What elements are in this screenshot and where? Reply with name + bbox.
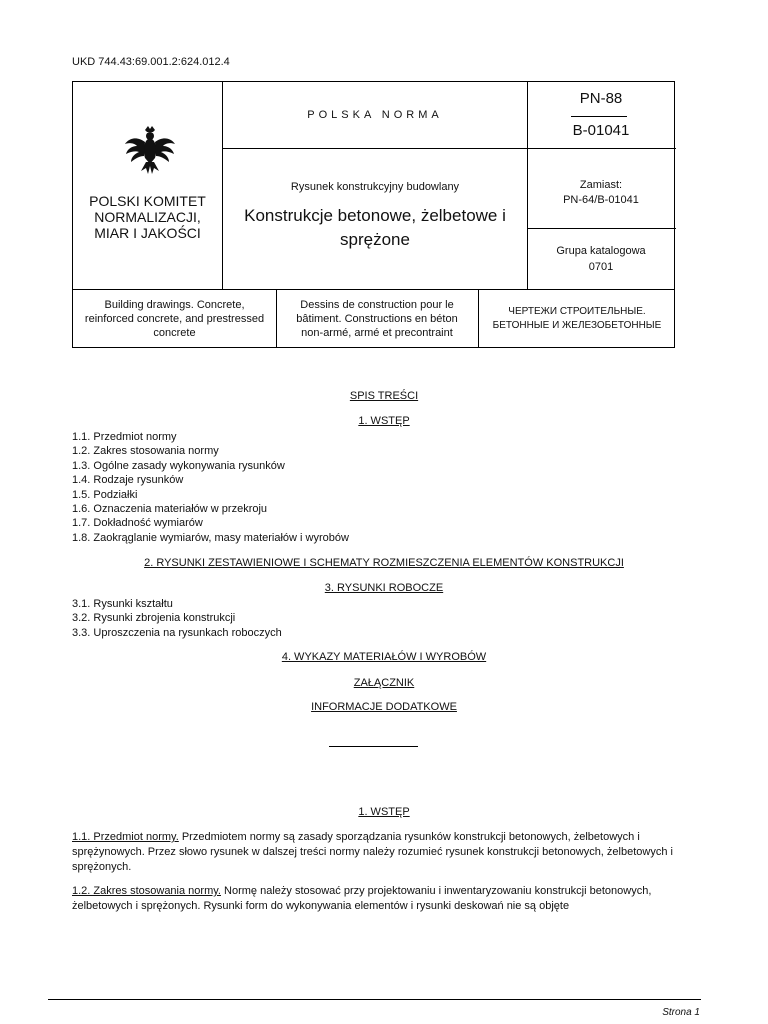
pn-number: B-01041 — [572, 122, 630, 139]
toc-annex: ZAŁĄCZNIK — [353, 677, 415, 689]
catalog-group-label: Grupa katalogowa — [556, 245, 646, 257]
toc-additional-info: INFORMACJE DODATKOWE — [311, 701, 457, 713]
title-russian — [478, 290, 676, 347]
toc-heading: SPIS TREŚCI — [349, 390, 419, 402]
ukd-code: UKD 744.43:69.001.2:624.012.4 — [72, 56, 230, 68]
translations-row — [72, 290, 675, 348]
committee-line: NORMALIZACJI, — [94, 209, 201, 225]
section-separator — [329, 746, 418, 747]
toc-item: 3.1. Rysunki kształtu — [72, 598, 173, 610]
toc-section-3-list — [72, 597, 282, 640]
body-heading: 1. WSTĘP — [358, 806, 410, 818]
toc-section-1-list — [72, 430, 349, 545]
committee-line: MIAR I JAKOŚCI — [94, 225, 201, 241]
title-english-line: Building drawings. Concrete, — [104, 298, 245, 311]
toc-item: 1.4. Rodzaje rysunków — [72, 474, 184, 487]
title-russian-line: ЧЕРТЕЖИ СТРОИТЕЛЬНЫЕ. — [508, 305, 646, 317]
toc-section-2: 2. RYSUNKI ZESTAWIENIOWE I SCHEMATY ROZMIESZCZENIA ELEMENTÓW KONSTRUKCJI — [144, 557, 624, 569]
divider — [527, 148, 676, 149]
toc-section-1: 1. WSTĘP — [358, 415, 410, 427]
title-french-line: Dessins de construction pour le — [300, 298, 454, 311]
committee-name — [73, 193, 222, 241]
toc-item: 1.6. Oznaczenia materiałów w przekroju — [72, 503, 268, 516]
toc-item: 1.2. Zakres stosowania normy — [72, 445, 219, 458]
toc-item: 1.1. Przedmiot normy — [72, 431, 177, 443]
title-french-line: bâtiment. Constructions en béton — [296, 312, 458, 325]
paragraph-label: 1.2. Zakres stosowania normy. — [72, 885, 221, 897]
title-line: Konstrukcje betonowe, żelbetowe i — [244, 206, 506, 225]
title-english — [73, 290, 276, 347]
divider — [527, 228, 676, 229]
toc-item: 3.3. Uproszczenia na rysunkach roboczych — [72, 626, 282, 639]
toc-item: 1.8. Zaokrąglanie wymiarów, masy materiałów i wyrobów — [72, 531, 349, 544]
committee-line: POLSKI KOMITET — [89, 193, 206, 209]
toc-section-4: 4. WYKAZY MATERIAŁÓW I WYROBÓW — [281, 651, 487, 663]
title-russian-line: БЕТОННЫЕ И ЖЕЛЕЗОБЕТОННЫЕ — [492, 319, 662, 331]
pn-underline — [571, 116, 627, 117]
pn-year: PN-88 — [579, 90, 623, 107]
catalog-group-value: 0701 — [588, 261, 614, 273]
polska-norma-label: POLSKA NORMA — [307, 109, 443, 121]
toc-item: 1.5. Podziałki — [72, 488, 138, 501]
title-line: sprężone — [340, 230, 410, 249]
paragraph-label: 1.1. Przedmiot normy. — [72, 831, 179, 843]
title-french — [276, 290, 478, 347]
toc-section-3: 3. RYSUNKI ROBOCZE — [324, 582, 444, 594]
footer-rule — [48, 999, 701, 1000]
paragraph-1-2 — [72, 884, 702, 914]
eagle-emblem-icon — [123, 124, 177, 176]
paragraph-text: Normę należy stosować przy projektowaniu i inwentaryzowaniu konstrukcji betonowych, żelbetowych i sprężonych. Rysunki form do wykonywania elementów i rysunki deskowań nie są objęte — [72, 885, 652, 912]
paragraph-1-1 — [72, 830, 702, 875]
toc-item: 1.3. Ogólne zasady wykonywania rysunków — [72, 459, 285, 472]
toc-item: 1.7. Dokładność wymiarów — [72, 517, 203, 530]
page-number: Strona 1 — [662, 1007, 700, 1018]
toc-item: 3.2. Rysunki zbrojenia konstrukcji — [72, 612, 236, 625]
standard-title — [223, 204, 527, 252]
divider — [222, 148, 527, 149]
title-english-line: concrete — [153, 326, 196, 339]
replaces-value: PN-64/B-01041 — [563, 194, 639, 206]
title-english-line: reinforced concrete, and prestressed — [84, 312, 265, 325]
replaces-label: Zamiast: — [579, 179, 623, 191]
paragraph-text: Przedmiotem normy są zasady sporządzania rysunków konstrukcji betonowych, żelbetowych i sprężynowych. Przez słowo rysunek w dalszej treści normy należy rozumieć rysunek konstrukcji betonowych, żelbetowych i sprężonych. — [72, 831, 673, 873]
title-french-line: non-armé, armé et precontraint — [301, 326, 453, 339]
header-box — [72, 81, 675, 290]
standard-subtitle: Rysunek konstrukcyjny budowlany — [290, 181, 460, 193]
